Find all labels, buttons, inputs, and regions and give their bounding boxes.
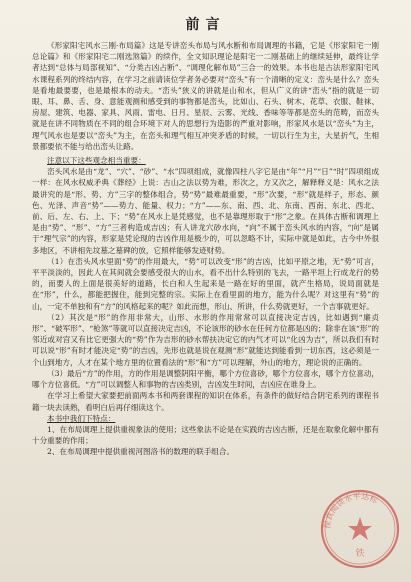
paragraph-study-advice: 在学习上希望大家要把前面两本书和两套课程的知识在体系，有条件的做好结合阴宅系列的课程书籍一块去读熟，看明白后再仔细读这个。 [32,391,379,412]
paragraph-dragon-cave: 峦头风水是由“龙”、“穴”、“砂”、“水”四项组成，就像四柱八字它是由“年”“月”“日”“时”四项组成一样：在风水权威矛典《葬经》上说：古山之法以势为难，形次之，方又次之，解释释义是：风水之法最讲究的是“形、势、方”三字的整体组合，势“势”最难最重要，“形”次要，“形”就是样子，形态、颜色、光泽、声音“势”——势力、能量、权力；“方”——东、南、西、北、东南、西南、东北、西北、前、后、左、右、上、下；“势”在风水上是凭感觉，也不是靠理形取于“形”之象。在具体古断和调理上是由“势”、“形”、“方”三者构造成吉凶；有人讲龙穴砂水向，“向”不属于峦头风水的内容，“向”是属于“理气宗”的内容，形家是凭论现的吉凶作用是极少的，可以忽略不计，实际中就是如此，古今中外很多地区，不讲相先坟墓之墓碑的放，它照样能够发迹财势。 [32,167,379,255]
red-seal-stamp-icon [317,486,403,572]
paragraph-point-1: （1）在峦头风水里面“势”的作用最大，“势”可以改变“形”的吉凶，比如平原之地，无“势”可言，平平淡淡的，因此人在其间就会要感受很大的山水，看不出什么特别的飞去，一路平坦上行成龙行的势的，而要人的上面是很美好的道路，长白和人生起来是一路在好的里面，就产生格局，说局面就是在“形”，什么，都能把握住，能到完整的宗。实际上在看里面的地方，能为什么呢？对这里有“势”的山，一定不单独和有“方”的风格起来的呢？如此而想，形山、所讲，什么势就更好，一个吉事就更好。 [32,256,379,311]
svg-text:保真阅读水平达标 [323,491,381,529]
section-heading-concepts: 注意以下这些观念相当重要： [47,156,146,166]
paragraph-intro: 《形家阳宅风水三刚·布局篇》这是专讲峦头布局与风水断和布局调理的书籍，它是《形家阳宅一刚总论篇》和《形家阳宅二刚选煞篇》的续作，全文知识理论是阳宅一二刚基础上的继续延伸，最终让学者达到“总体与局部视知”、“分类古凶占断”、“调理化解布局”三合一的效果。本书也是古法形家阳宅风水课程系列的终结内容，在学习之前请读位学者务必要对“峦头”有一个清晰的定义：峦头是什么？峦头是看地最要要，也是最根本的动夫。“峦头”狭义的讲就是山和水，但从广义的讲“峦头”指的就是一切眼、耳、鼻、舌、身、意能观测和感受到的事物都是峦头，比如山、石头、树木、花草、衣服、鞋袜、房屋、建筑、电器、家具、风雨、雷电、日月、星辰、云雾、光线、香味等等都是峦头的范畴，而峦头就是在讲不同物质在不同的组合环境下对人的思想行为造影的严重对影响，形家风水是以“峦头”为主，理气风水也是要以“峦头”为主，在峦头和理气相互冲突矛盾的时候，一切以行生为主，大星折气，生相景都要依不能与给出峦头让路。 [32,41,379,151]
paragraph-point-3: （3）最后“方”的作用，方的作用是调整阴阳平衡，哪个方位喜砂，哪个方位喜水，哪个方位喜动，哪个方位喜低。“方”可以调整人和事物的吉凶类别，吉凶发生时间，吉凶应在谁身上。 [32,368,379,390]
seal-ring-text: 保真阅读水平达标 [322,491,380,530]
seal-center-text: 铁 [355,549,365,559]
paragraph-feature-2: 2、在布局调理中提供重视河图洛书的数理的联手组合。 [47,447,235,457]
document-body [32,40,379,458]
page-title: 前言 [185,17,226,33]
paragraph-feature-1: 1、在布局调理上提供重视象法的使用；这些象法不论是在实践的吉凶古断，还是在取象化解中都有十分重要的作用； [32,424,379,446]
section-heading-features: 本书中我们下特点： [47,413,116,423]
paragraph-point-2: （2）其次是“形”的作用非常大，山形、水形的作用常常可以直接决定吉凶，比如遇到“廉贞形”、“破军形”、“枪煞”等就可以直接决定吉凶，不论该形的砂水在任何方位都是凶的；除非在该“形”的邻近或对宫又有比它更强大的“势”作为吉形的砂水帮扶决定它的内气才可以“化凶为吉”，所以我们有时可以说“形”有时才能决定“势”的吉凶，先形也就是说在观测“形”就能达到能看到一切东西，这必须是一个山到地方，人才在某个地方里的位置看法的“形”和“方”可以理解，外山的地方，理论说的正确的。 [32,312,379,367]
